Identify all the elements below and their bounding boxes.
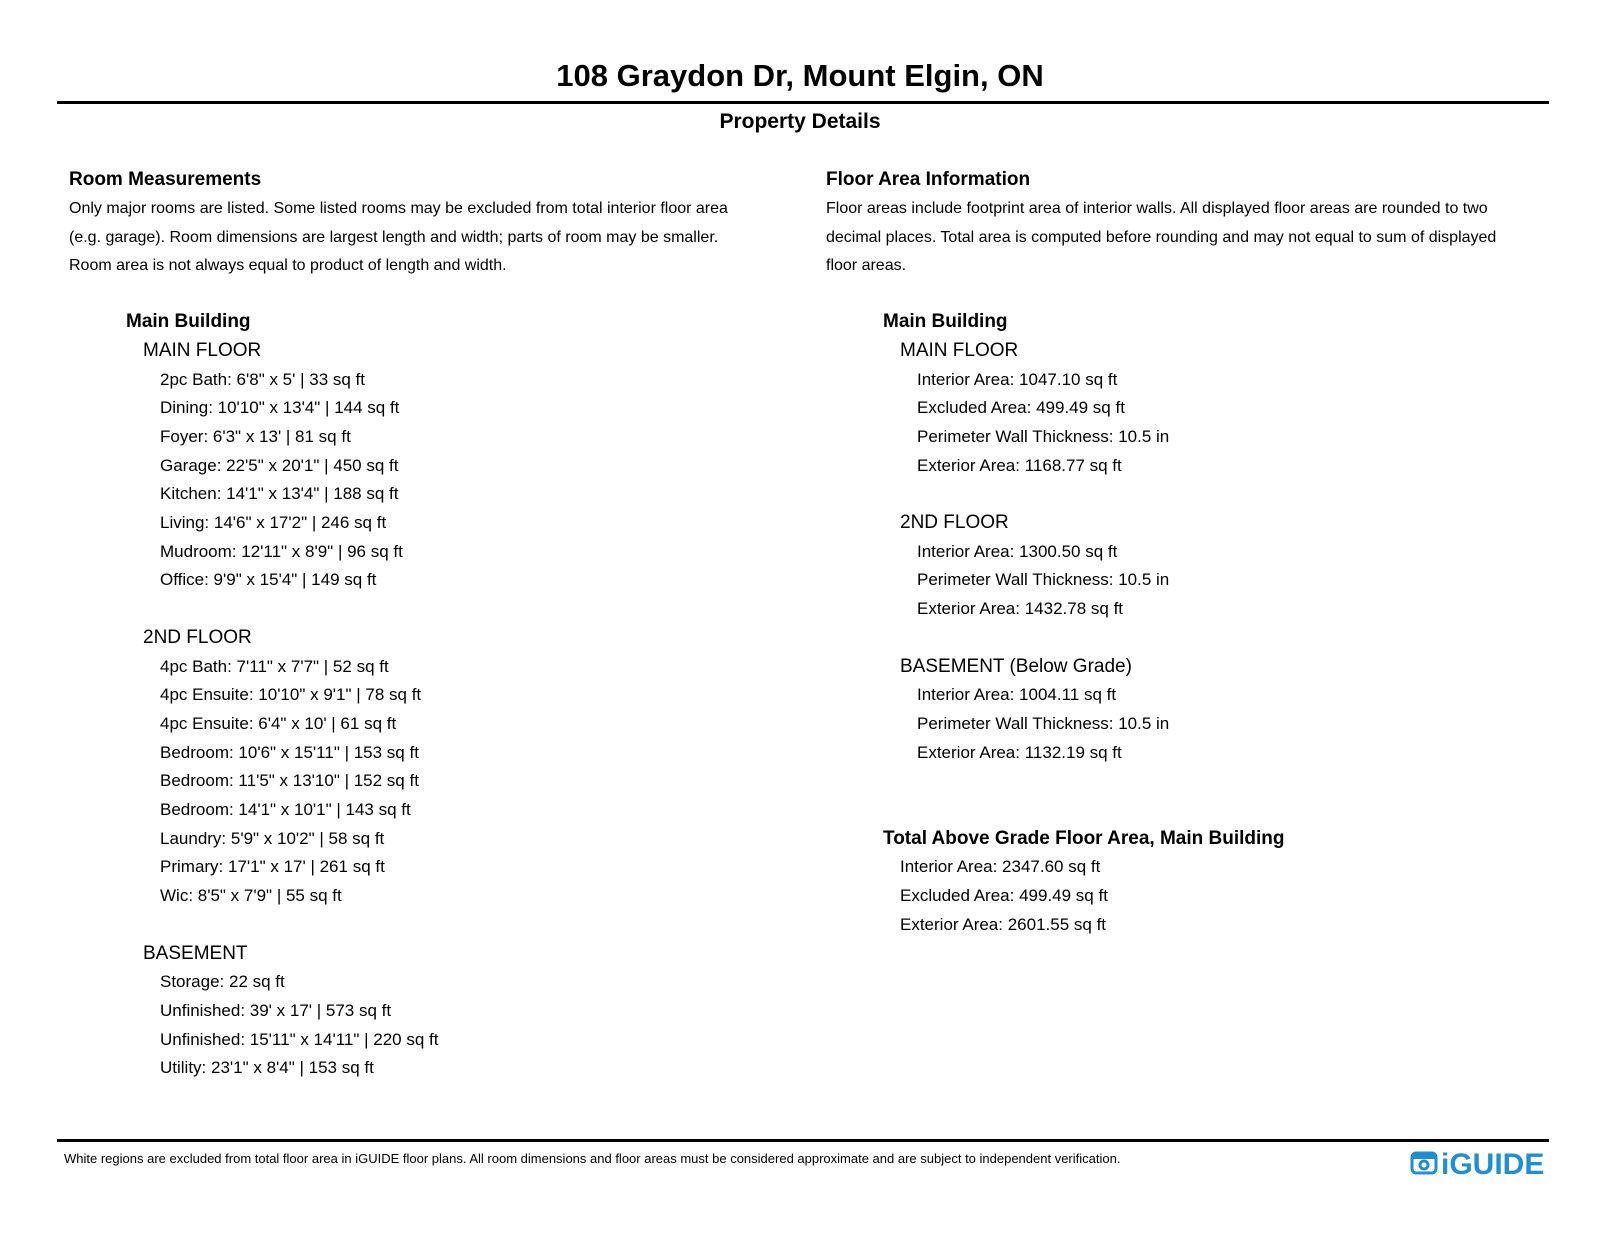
room-building-block [126, 308, 799, 1083]
camera-box-icon [1410, 1150, 1438, 1181]
room-item: 4pc Ensuite: 10'10" x 9'1" | 78 sq ft [160, 685, 422, 705]
room-item: Dining: 10'10" x 13'4" | 144 sq ft [160, 398, 400, 418]
iguide-logo [1410, 1150, 1544, 1180]
area-item: Perimeter Wall Thickness: 10.5 in [917, 713, 1170, 733]
room-item: Bedroom: 10'6" x 15'11" | 153 sq ft [160, 742, 419, 762]
room-item: Wic: 8'5" x 7'9" | 55 sq ft [160, 886, 342, 906]
room-item: Primary: 17'1" x 17' | 261 sq ft [160, 857, 385, 877]
area-item: Exterior Area: 1432.78 sq ft [917, 599, 1124, 619]
total-area-item: Excluded Area: 499.49 sq ft [900, 886, 1108, 906]
page-subtitle: Property Details [719, 110, 881, 133]
area-item: Exterior Area: 1132.19 sq ft [917, 742, 1122, 762]
room-item: Unfinished: 15'11" x 14'11" | 220 sq ft [160, 1029, 439, 1049]
room-item: Office: 9'9" x 15'4" | 149 sq ft [160, 570, 377, 590]
room-item: 4pc Bath: 7'11" x 7'7" | 52 sq ft [160, 656, 389, 676]
area-item: Perimeter Wall Thickness: 10.5 in [917, 570, 1170, 590]
floor-area-description: Floor areas include footprint area of interior walls. All displayed floor areas are rounded to two decimal places. Total area is computed before rounding and may not equal to sum of displayed floor areas. [826, 200, 1497, 275]
room-measurements-heading: Room Measurements [69, 169, 262, 190]
room-item: 4pc Ensuite: 6'4" x 10' | 61 sq ft [160, 713, 397, 733]
room-item: Foyer: 6'3" x 13' | 81 sq ft [160, 426, 351, 446]
room-item: Storage: 22 sq ft [160, 972, 285, 992]
logo-text: iGUIDE [1441, 1148, 1545, 1181]
footer-divider [57, 1139, 1549, 1142]
room-item: 2pc Bath: 6'8" x 5' | 33 sq ft [160, 369, 366, 389]
total-area-item: Interior Area: 2347.60 sq ft [900, 857, 1101, 877]
room-item: Bedroom: 11'5" x 13'10" | 152 sq ft [160, 771, 419, 791]
floor-name: BASEMENT [143, 942, 248, 964]
building-name: Main Building [126, 311, 251, 333]
floor-area-section [826, 165, 1556, 940]
page-title: 108 Graydon Dr, Mount Elgin, ON [556, 58, 1044, 93]
room-measurements-description: Only major rooms are listed. Some listed rooms may be excluded from total interior floor area (e.g. garage). Room dimensions are largest length and width; parts of room may be smaller. Room area is not always equal to product of length and width. [69, 200, 728, 275]
room-item: Kitchen: 14'1" x 13'4" | 188 sq ft [160, 484, 399, 504]
room-item: Mudroom: 12'11" x 8'9" | 96 sq ft [160, 541, 403, 561]
room-item: Garage: 22'5" x 20'1" | 450 sq ft [160, 455, 399, 475]
room-item: Bedroom: 14'1" x 10'1" | 143 sq ft [160, 800, 411, 820]
room-item: Utility: 23'1" x 8'4" | 153 sq ft [160, 1058, 374, 1078]
floor-name: BASEMENT (Below Grade) [900, 655, 1132, 677]
room-item: Living: 14'6" x 17'2" | 246 sq ft [160, 513, 387, 533]
area-item: Interior Area: 1004.11 sq ft [917, 685, 1117, 705]
building-name: Main Building [883, 311, 1008, 333]
floor-name: 2ND FLOOR [143, 626, 252, 648]
footer-disclaimer: White regions are excluded from total floor area in iGUIDE floor plans. All room dimensions and floor areas must be considered approximate and are subject to independent verification. [64, 1151, 1121, 1166]
total-area-heading: Total Above Grade Floor Area, Main Building [883, 827, 1285, 849]
floor-area-heading: Floor Area Information [826, 169, 1031, 190]
title-divider [57, 101, 1549, 104]
area-item: Perimeter Wall Thickness: 10.5 in [917, 426, 1170, 446]
floor-name: MAIN FLOOR [900, 339, 1019, 361]
floor-name: 2ND FLOOR [900, 512, 1009, 534]
area-building-block [883, 308, 1556, 939]
area-item: Interior Area: 1047.10 sq ft [917, 369, 1118, 389]
room-measurements-section [69, 165, 799, 1083]
room-item: Unfinished: 39' x 17' | 573 sq ft [160, 1000, 392, 1020]
area-item: Excluded Area: 499.49 sq ft [917, 398, 1125, 418]
area-item: Interior Area: 1300.50 sq ft [917, 541, 1118, 561]
area-item: Exterior Area: 1168.77 sq ft [917, 455, 1122, 475]
total-area-item: Exterior Area: 2601.55 sq ft [900, 914, 1107, 934]
room-item: Laundry: 5'9" x 10'2" | 58 sq ft [160, 828, 385, 848]
floor-name: MAIN FLOOR [143, 339, 262, 361]
